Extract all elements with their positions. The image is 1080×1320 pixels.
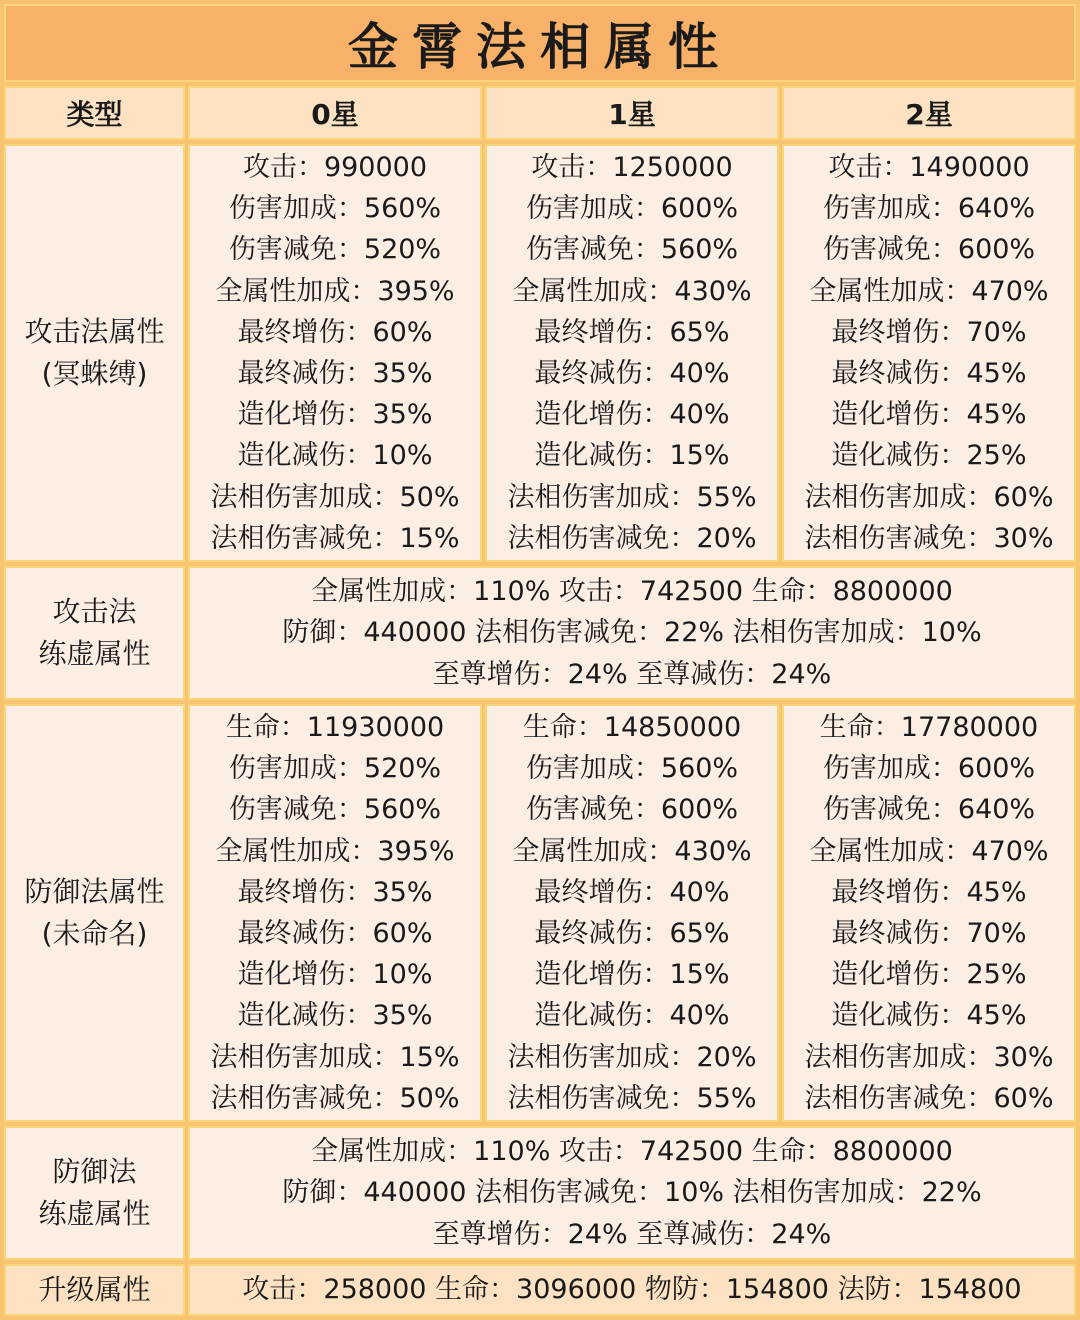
upgrade-label: 升级属性 (4, 1264, 185, 1316)
stat-line: 造化减伤：15% (534, 440, 730, 472)
attack-refine-label-line2: 练虚属性 (38, 637, 151, 670)
stat-line: 造化减伤：10% (237, 440, 433, 472)
stat-line: 最终减伤：35% (237, 358, 433, 389)
stat-line: 全属性加成：395% (215, 835, 455, 867)
header-star1: 1星 (485, 86, 779, 140)
stat-line: 最终增伤：65% (534, 316, 730, 348)
defense-refine-label-line2: 练虚属性 (38, 1197, 151, 1230)
stat-line: 生命：17780000 (819, 711, 1039, 743)
defense-section-label (4, 704, 185, 1122)
attack-refine-stats (188, 566, 1076, 700)
stat-line: 最终减伤：70% (831, 918, 1027, 949)
stat-line: 生命：11930000 (225, 711, 445, 743)
attack-refine-label-line1: 攻击法 (52, 595, 137, 628)
stat-line: 法相伤害加成：30% (804, 1041, 1054, 1073)
stat-line: 造化增伤：45% (831, 399, 1027, 431)
stat-line: 防御：440000 法相伤害减免：10% 法相伤害加成：22% (282, 1177, 982, 1209)
stat-line: 至尊增伤：24% 至尊减伤：24% (432, 658, 832, 690)
stat-line: 全属性加成：110% 攻击：742500 生命：8800000 (311, 576, 953, 608)
stat-line: 攻击：990000 (242, 151, 428, 183)
stat-line: 造化减伤：35% (237, 1000, 433, 1032)
stat-line: 最终增伤：60% (237, 316, 433, 348)
attack-refine-label (4, 566, 185, 700)
stat-line: 最终减伤：65% (534, 918, 730, 949)
stat-line: 伤害加成：560% (525, 753, 739, 785)
stat-line: 最终增伤：35% (237, 876, 433, 908)
stat-line: 伤害减免：560% (228, 794, 442, 826)
stat-line: 伤害减免：560% (525, 234, 739, 266)
stat-line: 法相伤害加成：60% (804, 481, 1054, 513)
stat-line: 伤害加成：600% (822, 753, 1036, 785)
header-type: 类型 (4, 86, 185, 140)
stat-line: 伤害减免：600% (525, 794, 739, 826)
stat-line: 伤害加成：600% (525, 193, 739, 225)
stat-line: 最终减伤：60% (237, 918, 433, 949)
stat-line: 造化增伤：40% (534, 399, 730, 431)
stat-line: 造化增伤：15% (534, 959, 730, 991)
stat-line: 造化减伤：40% (534, 1000, 730, 1032)
stat-line: 法相伤害加成：55% (507, 481, 757, 513)
stat-line: 造化减伤：25% (831, 440, 1027, 472)
defense-label-line1: 防御法属性 (24, 875, 165, 908)
stat-line: 法相伤害加成：50% (210, 481, 460, 513)
stat-line: 法相伤害加成：20% (507, 1041, 757, 1073)
stat-line: 最终增伤：45% (831, 876, 1027, 908)
stat-line: 最终增伤：70% (831, 316, 1027, 348)
defense-star1-stats (485, 704, 779, 1122)
stat-line: 造化增伤：10% (237, 959, 433, 991)
stat-line: 造化增伤：35% (237, 399, 433, 431)
stat-line: 生命：14850000 (522, 711, 742, 743)
table-title: 金霄法相属性 (4, 4, 1076, 82)
stat-line: 攻击：1250000 (531, 151, 733, 183)
defense-refine-label-line1: 防御法 (52, 1155, 137, 1188)
defense-refine-label (4, 1126, 185, 1260)
stat-line: 伤害减免：640% (822, 794, 1036, 826)
stat-line: 攻击：1490000 (828, 151, 1030, 183)
stat-line: 造化减伤：45% (831, 1000, 1027, 1032)
stat-line: 伤害加成：560% (228, 193, 442, 225)
attack-section-label (4, 144, 185, 562)
stat-line: 至尊增伤：24% 至尊减伤：24% (432, 1218, 832, 1250)
stat-line: 伤害减免：520% (228, 234, 442, 266)
stat-line: 伤害加成：520% (228, 753, 442, 785)
header-star0: 0星 (188, 86, 482, 140)
stat-line: 最终增伤：40% (534, 876, 730, 908)
defense-refine-stats (188, 1126, 1076, 1260)
upgrade-stats: 攻击：258000 生命：3096000 物防：154800 法防：154800 (188, 1264, 1076, 1316)
stat-line: 法相伤害减免：60% (804, 1082, 1054, 1114)
stat-line: 法相伤害减免：15% (210, 522, 460, 554)
defense-star0-stats (188, 704, 482, 1122)
stat-line: 全属性加成：430% (512, 835, 752, 867)
stat-line: 全属性加成：470% (809, 275, 1049, 307)
attack-star2-stats (782, 144, 1076, 562)
defense-label-line2: (未命名) (41, 917, 148, 950)
stat-line: 最终减伤：45% (831, 358, 1027, 389)
stat-line: 伤害减免：600% (822, 234, 1036, 266)
stat-line: 防御：440000 法相伤害减免：22% 法相伤害加成：10% (282, 617, 982, 649)
stat-line: 全属性加成：430% (512, 275, 752, 307)
attack-star1-stats (485, 144, 779, 562)
stat-line: 最终减伤：40% (534, 358, 730, 389)
attack-label-line2: (冥蛛缚) (41, 357, 148, 390)
stat-line: 造化增伤：25% (831, 959, 1027, 991)
stat-line: 全属性加成：110% 攻击：742500 生命：8800000 (311, 1136, 953, 1168)
stat-line: 伤害加成：640% (822, 193, 1036, 225)
stat-line: 法相伤害减免：30% (804, 522, 1054, 554)
attack-star0-stats (188, 144, 482, 562)
defense-star2-stats (782, 704, 1076, 1122)
header-star2: 2星 (782, 86, 1076, 140)
attack-label-line1: 攻击法属性 (24, 315, 165, 348)
stat-line: 法相伤害减免：20% (507, 522, 757, 554)
stat-line: 全属性加成：470% (809, 835, 1049, 867)
stat-line: 法相伤害减免：50% (210, 1082, 460, 1114)
stat-line: 法相伤害减免：55% (507, 1082, 757, 1114)
stat-line: 全属性加成：395% (215, 275, 455, 307)
stat-line: 法相伤害加成：15% (210, 1041, 460, 1073)
